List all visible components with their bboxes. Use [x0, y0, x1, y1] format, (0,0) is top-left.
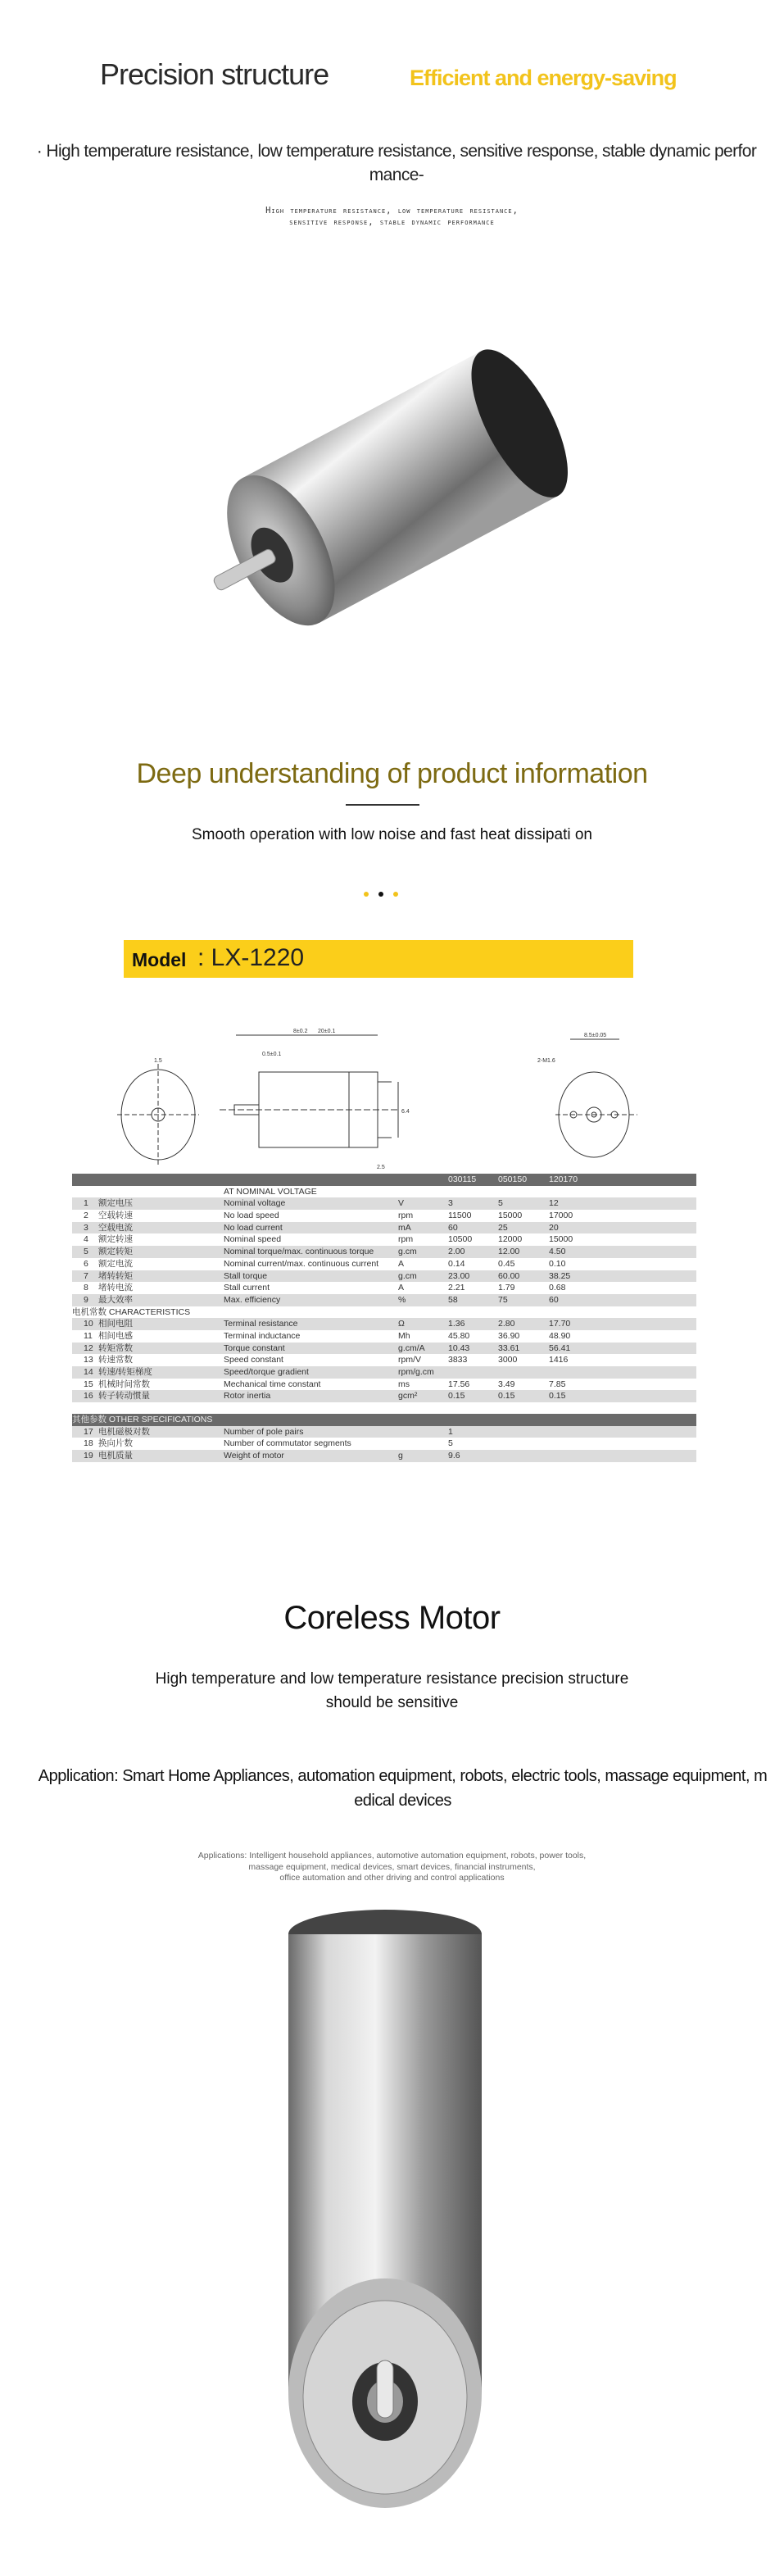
- table-cell: 7: [84, 1270, 88, 1281]
- table-cell: 3000: [498, 1355, 518, 1365]
- table-cell: 33.61: [498, 1343, 520, 1353]
- table-row: [72, 1233, 696, 1246]
- coreless-title: Coreless Motor: [283, 1600, 501, 1636]
- table-cell: No load current: [224, 1222, 283, 1233]
- dim-label: 20±0.1: [318, 1029, 336, 1034]
- table-row: [72, 1426, 696, 1438]
- table-cell: 9: [84, 1294, 88, 1305]
- table-cell: Speed constant: [224, 1355, 283, 1365]
- table-row: [72, 1379, 696, 1391]
- table-cell: 15: [84, 1379, 93, 1389]
- table-cell: mA: [398, 1222, 411, 1233]
- table-cell: 换向片数: [98, 1438, 133, 1449]
- motor-front-image: [279, 1901, 492, 2533]
- dim-label: 6.4: [401, 1109, 410, 1115]
- table-cell: 1.79: [498, 1283, 515, 1293]
- table-cell: No load speed: [224, 1211, 279, 1221]
- dim-label: 1.5: [154, 1058, 162, 1064]
- dim-label: 2.5: [377, 1165, 385, 1170]
- carousel-dot-1[interactable]: [364, 892, 369, 897]
- table-cell: Nominal current/max. continuous current: [224, 1258, 379, 1269]
- table-cell: rpm/V: [398, 1355, 422, 1365]
- table-cell: 12000: [498, 1234, 523, 1245]
- table-cell: 3.49: [498, 1379, 515, 1389]
- table-cell: 机械时间常数: [98, 1379, 150, 1389]
- table-cell: 转矩常数: [98, 1343, 133, 1353]
- table-cell: A: [398, 1258, 405, 1269]
- table-cell: 2.00: [448, 1247, 465, 1257]
- dim-label: 0.5±0.1: [262, 1052, 282, 1057]
- carousel-dot-2[interactable]: [378, 892, 383, 897]
- table-cell: 15000: [498, 1211, 523, 1221]
- heading-divider: [346, 804, 419, 806]
- table-cell: 5: [448, 1438, 453, 1449]
- table-cell: 3: [448, 1198, 453, 1209]
- table-cell: rpm/g.cm: [398, 1367, 434, 1377]
- table-cell: A: [398, 1283, 405, 1293]
- table-header: [72, 1174, 696, 1186]
- model-label: Model: [132, 949, 187, 970]
- table-cell: 3833: [448, 1355, 468, 1365]
- application-text: Application: Smart Home Appliances, automation equipment, robots, electric tools, massage equipment, m edical devices: [38, 1767, 768, 1810]
- table-cell: rpm: [398, 1211, 414, 1221]
- table-row: [72, 1366, 696, 1379]
- table-cell: 电机磁极对数: [98, 1426, 150, 1437]
- motor-product-image: [156, 311, 631, 688]
- table-cell: 12.00: [498, 1247, 520, 1257]
- table-cell: 25: [498, 1222, 508, 1233]
- table-cell: 3: [84, 1222, 88, 1233]
- table-cell: 15000: [549, 1234, 573, 1245]
- table-cell: 56.41: [549, 1343, 571, 1353]
- table-cell: 9.6: [448, 1451, 460, 1461]
- table-cell: 17: [84, 1426, 93, 1437]
- table-cell: g.cm/A: [398, 1343, 425, 1353]
- table-cell: AT NOMINAL VOLTAGE: [224, 1186, 317, 1197]
- table-cell: 1.36: [448, 1319, 465, 1329]
- table-cell: 0.15: [549, 1391, 566, 1402]
- table-cell: 相间电阻: [98, 1319, 133, 1329]
- table-cell: Rotor inertia: [224, 1391, 271, 1402]
- table-cell: 堵转转矩: [98, 1270, 133, 1281]
- table-cell: g: [398, 1451, 403, 1461]
- table-cell: 12: [84, 1343, 93, 1353]
- table-cell: 14: [84, 1367, 93, 1377]
- table-cell: 10.43: [448, 1343, 470, 1353]
- dim-label: 8.5±0.05: [584, 1033, 607, 1038]
- table-cell: 0.45: [498, 1258, 515, 1269]
- table-cell: 额定电压: [98, 1198, 133, 1209]
- table-cell: 转子转动惯量: [98, 1391, 150, 1402]
- table-cell: 其他参数 OTHER SPECIFICATIONS: [72, 1415, 213, 1425]
- table-cell: 2.80: [498, 1319, 515, 1329]
- table-cell: Stall current: [224, 1283, 270, 1293]
- caps-line-1: High temperature resistance, low temperature resistance,: [265, 206, 519, 216]
- table-cell: 18: [84, 1438, 93, 1449]
- table-cell: Torque constant: [224, 1343, 285, 1353]
- table-cell: 0.15: [448, 1391, 465, 1402]
- table-cell: 8: [84, 1283, 88, 1293]
- carousel-dot-3[interactable]: [393, 892, 398, 897]
- table-cell: 17.70: [549, 1319, 571, 1329]
- table-cell: 11: [84, 1330, 93, 1341]
- table-cell: 电机常数 CHARACTERISTICS: [72, 1306, 191, 1317]
- table-cell: Weight of motor: [224, 1451, 284, 1461]
- table-cell: Stall torque: [224, 1270, 268, 1281]
- coreless-line-2: should be sensitive: [325, 1694, 459, 1711]
- section-nominal: [72, 1186, 696, 1198]
- section-title-efficient: Efficient and energy-saving: [410, 66, 677, 90]
- dimension-drawing: [72, 982, 696, 1170]
- spec-table: [72, 1174, 696, 1462]
- table-cell: 19: [84, 1451, 93, 1461]
- table-row: [72, 1330, 696, 1343]
- table-cell: Mechanical time constant: [224, 1379, 321, 1389]
- table-cell: 050150: [498, 1174, 528, 1184]
- table-row: [72, 1282, 696, 1294]
- applications-line-3: office automation and other driving and control applications: [279, 1873, 505, 1883]
- table-cell: Terminal inductance: [224, 1330, 301, 1341]
- table-row: [72, 1438, 696, 1450]
- table-cell: 空载转速: [98, 1211, 133, 1221]
- table-cell: 36.90: [498, 1330, 520, 1341]
- table-cell: 4: [84, 1234, 88, 1245]
- table-cell: 45.80: [448, 1330, 470, 1341]
- table-cell: 0.10: [549, 1258, 566, 1269]
- table-row: [72, 1197, 696, 1210]
- coreless-subtitle: [0, 1667, 784, 1715]
- table-cell: Terminal resistance: [224, 1319, 298, 1329]
- table-cell: 11500: [448, 1211, 472, 1221]
- table-row: [72, 1354, 696, 1366]
- table-cell: Ω: [398, 1319, 405, 1329]
- table-cell: 转速/转矩梯度: [98, 1367, 152, 1377]
- table-cell: 1: [84, 1198, 88, 1209]
- table-row: [72, 1210, 696, 1222]
- table-cell: 最大效率: [98, 1294, 133, 1305]
- table-cell: 58: [448, 1294, 458, 1305]
- table-cell: Speed/torque gradient: [224, 1367, 309, 1377]
- table-cell: ms: [398, 1379, 410, 1389]
- table-cell: 030115: [448, 1174, 477, 1184]
- table-cell: 空载电流: [98, 1222, 133, 1233]
- table-row: [72, 1390, 696, 1402]
- table-cell: 20: [549, 1222, 559, 1233]
- table-cell: %: [398, 1294, 406, 1305]
- table-cell: 0.14: [448, 1258, 465, 1269]
- applications-line-1: Applications: Intelligent household appliances, automotive automation equipment, robots, power tools,: [197, 1851, 587, 1860]
- feature-caps: [0, 205, 784, 228]
- table-cell: 6: [84, 1258, 88, 1269]
- table-cell: 23.00: [448, 1270, 470, 1281]
- table-cell: g.cm: [398, 1270, 417, 1281]
- product-info-heading: Deep understanding of product information: [136, 758, 648, 789]
- table-cell: 电机质量: [98, 1451, 133, 1461]
- table-cell: 4.50: [549, 1247, 566, 1257]
- table-row: [72, 1343, 696, 1355]
- table-cell: Nominal speed: [224, 1234, 282, 1245]
- section-heading: [72, 1306, 696, 1319]
- table-cell: g.cm: [398, 1247, 417, 1257]
- table-cell: 1: [448, 1426, 453, 1437]
- table-row: [72, 1450, 696, 1462]
- table-cell: 17000: [549, 1211, 573, 1221]
- table-cell: 12: [549, 1198, 559, 1209]
- table-cell: 1416: [549, 1355, 569, 1365]
- table-cell: 额定转矩: [98, 1247, 133, 1257]
- table-cell: Max. efficiency: [224, 1294, 281, 1305]
- table-cell: 额定电流: [98, 1258, 133, 1269]
- table-cell: Nominal torque/max. continuous torque: [224, 1247, 374, 1257]
- table-cell: 0.68: [549, 1283, 566, 1293]
- table-cell: 13: [84, 1355, 93, 1365]
- section-title-precision: Precision structure: [100, 57, 329, 91]
- table-cell: 堵转电流: [98, 1283, 133, 1293]
- table-cell: 2: [84, 1211, 88, 1221]
- applications-small: [0, 1851, 784, 1884]
- table-cell: V: [398, 1198, 405, 1209]
- table-cell: 2.21: [448, 1283, 465, 1293]
- table-cell: 120170: [549, 1174, 578, 1184]
- table-cell: Number of pole pairs: [224, 1426, 304, 1437]
- table-cell: 10: [84, 1319, 93, 1329]
- table-cell: Nominal voltage: [224, 1198, 286, 1209]
- table-cell: 60: [448, 1222, 458, 1233]
- table-cell: 60.00: [498, 1270, 520, 1281]
- table-cell: 0.15: [498, 1391, 515, 1402]
- table-cell: 5: [84, 1247, 88, 1257]
- table-cell: gcm²: [398, 1391, 418, 1402]
- table-cell: 7.85: [549, 1379, 566, 1389]
- table-row: [72, 1258, 696, 1270]
- table-cell: 75: [498, 1294, 508, 1305]
- table-row: [72, 1318, 696, 1330]
- table-cell: 5: [498, 1198, 503, 1209]
- section-heading: [72, 1414, 696, 1426]
- table-cell: 转速常数: [98, 1355, 133, 1365]
- caps-line-2: sensitive response, stable dynamic performance: [289, 217, 495, 227]
- dim-label: 8±0.2: [293, 1029, 308, 1034]
- model-value: : LX-1220: [197, 944, 305, 971]
- model-banner: [124, 940, 633, 978]
- table-cell: 16: [84, 1391, 93, 1402]
- product-info-subtitle: Smooth operation with low noise and fast heat dissipati on: [191, 826, 593, 843]
- table-cell: Number of commutator segments: [224, 1438, 351, 1449]
- applications-line-2: massage equipment, medical devices, smart devices, financial instruments,: [248, 1861, 536, 1872]
- table-cell: 额定转速: [98, 1234, 133, 1245]
- table-cell: 10500: [448, 1234, 473, 1245]
- table-cell: rpm: [398, 1234, 414, 1245]
- coreless-line-1: High temperature and low temperature resistance precision structure: [155, 1670, 629, 1688]
- table-cell: 38.25: [549, 1270, 571, 1281]
- table-cell: Mh: [398, 1330, 410, 1341]
- dim-label: 2-M1.6: [537, 1058, 555, 1064]
- table-cell: 48.90: [549, 1330, 571, 1341]
- table-row: [72, 1246, 696, 1258]
- table-row: [72, 1270, 696, 1283]
- table-row: [72, 1222, 696, 1234]
- table-cell: 60: [549, 1294, 559, 1305]
- table-cell: 17.56: [448, 1379, 470, 1389]
- table-cell: 相间电感: [98, 1330, 133, 1341]
- table-row: [72, 1294, 696, 1306]
- feature-bullet: · High temperature resistance, low temperature resistance, sensitive response, stable dynamic perfor mance-: [36, 142, 757, 184]
